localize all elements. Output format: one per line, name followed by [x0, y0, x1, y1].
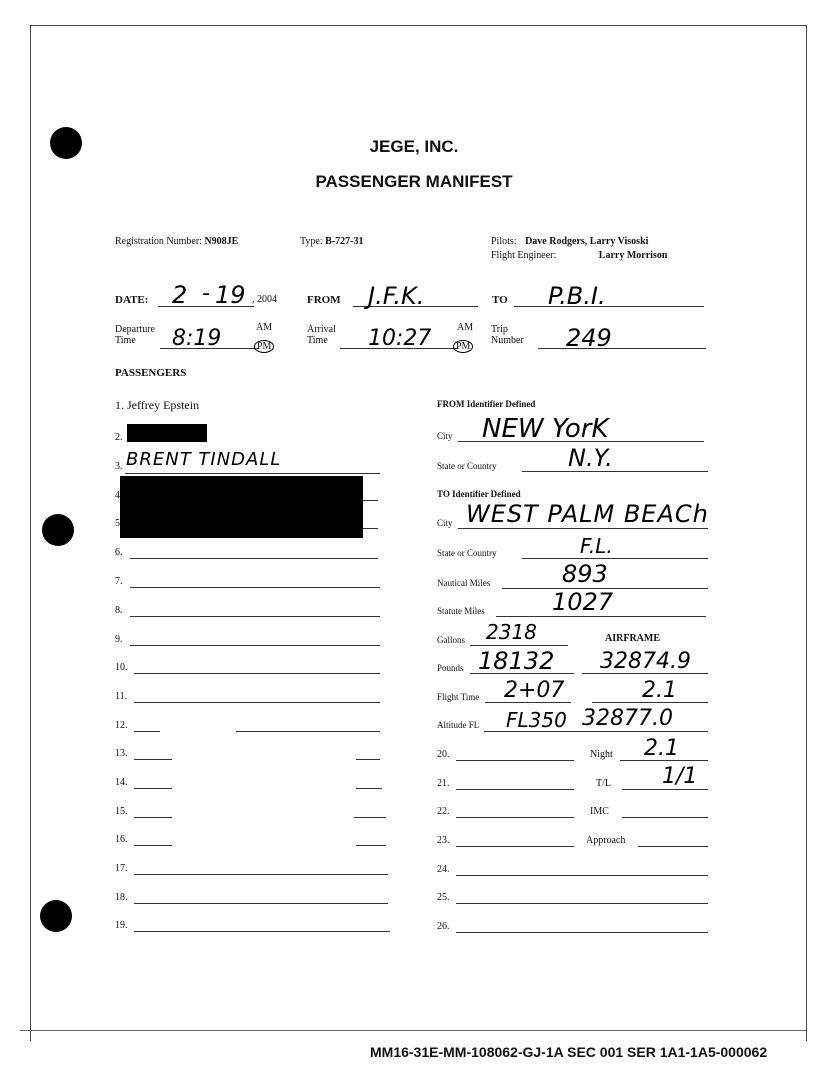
departure-pm: PM: [254, 336, 274, 354]
arrival-time: 10:27: [368, 326, 432, 351]
passenger-5-number: 5: [115, 518, 120, 529]
page-bottom-edge: [20, 1030, 806, 1031]
passenger-15-number: 15.: [115, 806, 128, 817]
flight-time-label: Flight Time: [437, 692, 480, 702]
altitude-label: Altitude FL: [437, 720, 480, 730]
passenger-12-number: 12.: [115, 720, 128, 731]
statute-miles-value: 1027: [552, 588, 614, 616]
engineer-label: Flight Engineer:: [491, 250, 557, 261]
redaction-bar: [120, 476, 363, 538]
from-city-label: City: [437, 431, 453, 441]
redaction-bar: [127, 424, 207, 442]
passenger-16-number: 16.: [115, 834, 128, 845]
trip-label: Trip Number: [491, 324, 524, 346]
from-identifier-heading: FROM Identifier Defined: [437, 399, 536, 409]
airframe-heading: AIRFRAME: [605, 633, 660, 644]
punch-hole-middle: [42, 514, 74, 546]
row-24-number: 24.: [437, 864, 450, 875]
passenger-18-number: 18.: [115, 892, 128, 903]
nautical-miles-label: Nautical Miles: [437, 578, 491, 588]
date-label: DATE:: [115, 294, 149, 306]
passenger-13-number: 13.: [115, 748, 128, 759]
date-separator: -: [202, 281, 210, 306]
row-22-number: 22.: [437, 806, 450, 817]
registration-label: Registration Number:: [115, 236, 202, 247]
arrival-pm: PM: [453, 336, 473, 354]
passenger-6-number: 6.: [115, 547, 123, 558]
airframe-hours-2: 2.1: [642, 678, 677, 703]
tl-label: T/L: [596, 778, 611, 789]
passenger-14-number: 14.: [115, 777, 128, 788]
approach-label: Approach: [586, 835, 626, 846]
from-state-label: State or Country: [437, 461, 497, 471]
passenger-7-number: 7.: [115, 576, 123, 587]
pilots-label: Pilots:: [491, 236, 517, 247]
departure-am: AM: [256, 322, 273, 333]
altitude-value: FL350: [506, 708, 567, 732]
arrival-am: AM: [457, 322, 474, 333]
statute-miles-label: Statute Miles: [437, 606, 485, 616]
passenger-3-name: BRENT TINDALL: [126, 449, 282, 470]
row-23-number: 23.: [437, 835, 450, 846]
to-city-label: City: [437, 518, 453, 528]
arrival-label: Arrival Time: [307, 324, 336, 346]
departure-time: 8:19: [172, 326, 222, 351]
to-state-value: F.L.: [580, 534, 613, 558]
type-value: B-727-31: [325, 236, 364, 247]
night-value: 2.1: [644, 736, 679, 761]
airframe-hours-1: 32874.9: [600, 649, 691, 674]
to-state-label: State or Country: [437, 548, 497, 558]
from-city-value: NEW YorK: [482, 414, 609, 444]
gallons-value: 2318: [486, 620, 537, 644]
row-26-number: 26.: [437, 921, 450, 932]
nautical-miles-value: 893: [562, 560, 608, 588]
flight-engineer-field: [491, 250, 667, 261]
engineer-value: Larry Morrison: [598, 250, 668, 261]
tl-value: 1/1: [662, 764, 698, 789]
page-title: PASSENGER MANIFEST: [315, 172, 513, 191]
pilots-field: [491, 236, 648, 247]
type-label: Type:: [300, 236, 323, 247]
from-label: FROM: [307, 294, 341, 306]
date-month: 2: [172, 281, 188, 309]
date-day: 19: [215, 281, 246, 309]
from-state-value: N.Y.: [568, 444, 613, 472]
registration-field: [115, 236, 238, 247]
row-20-number: 20.: [437, 749, 450, 760]
company-name: JEGE, INC.: [369, 137, 459, 156]
flight-time-value: 2+07: [504, 678, 565, 703]
passenger-17-number: 17.: [115, 863, 128, 874]
passenger-3-number: 3.: [115, 461, 123, 472]
passenger-4-number: 4: [115, 490, 120, 501]
passenger-8-number: 8.: [115, 605, 123, 616]
document-control-number: MM16-31E-MM-108062-GJ-1A SEC 001 SER 1A1-1A5-000062: [370, 1044, 768, 1060]
passenger-11-number: 11.: [115, 691, 128, 702]
row-25-number: 25.: [437, 892, 450, 903]
pilots-value: Dave Rodgers, Larry Visoski: [525, 236, 649, 247]
trip-number: 249: [566, 324, 612, 352]
airframe-hours-3: 32877.0: [582, 706, 673, 731]
punch-hole-bottom: [40, 900, 72, 932]
pounds-value: 18132: [478, 647, 555, 675]
passenger-2-number: 2.: [115, 432, 123, 443]
passenger-1: 1. Jeffrey Epstein: [115, 398, 200, 412]
registration-value: N908JE: [204, 236, 239, 247]
pounds-label: Pounds: [437, 663, 464, 673]
to-identifier-heading: TO Identifier Defined: [437, 489, 521, 499]
passenger-9-number: 9.: [115, 634, 123, 645]
aircraft-type-field: [300, 236, 363, 247]
night-label: Night: [590, 749, 613, 760]
to-city-value: WEST PALM BEACh: [466, 500, 709, 528]
imc-label: IMC: [590, 806, 609, 817]
departure-label: Departure Time: [115, 324, 155, 346]
passengers-heading: PASSENGERS: [115, 367, 187, 379]
row-21-number: 21.: [437, 778, 450, 789]
passenger-10-number: 10.: [115, 662, 128, 673]
gallons-label: Gallons: [437, 635, 465, 645]
to-airport: P.B.I.: [548, 282, 606, 310]
to-label: TO: [492, 294, 508, 306]
date-year: , 2004: [252, 294, 277, 305]
from-airport: J.F.K.: [368, 282, 425, 310]
passenger-19-number: 19.: [115, 920, 128, 931]
